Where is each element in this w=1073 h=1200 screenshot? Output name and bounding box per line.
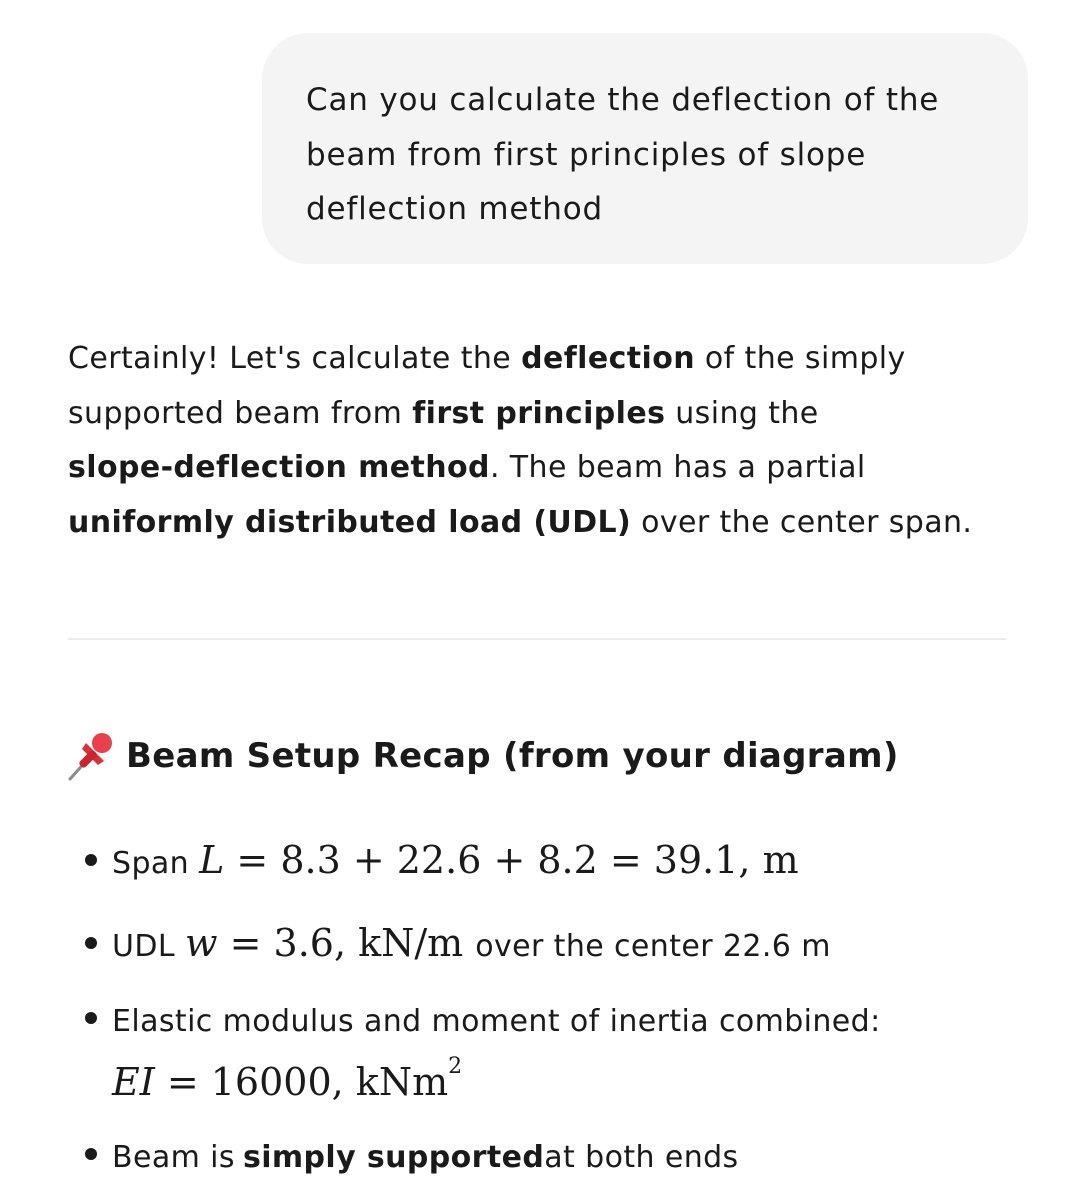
list-item-udl: UDL w = 3.6, kN/m over the center 22.6 m <box>85 921 831 965</box>
section-divider <box>68 638 1006 640</box>
list-item-support: Beam is simply supported at both ends <box>85 1140 739 1175</box>
ei-equation: EI = 16000, kNm$^2$ <box>112 1054 463 1104</box>
user-message-text: Can you calculate the deflection of the beam from first principles of slope deflection method <box>306 82 940 227</box>
user-message-bubble <box>262 33 1028 264</box>
section-heading: Beam Setup Recap (from your diagram) <box>64 728 899 784</box>
pushpin-icon <box>64 729 118 783</box>
list-item-span: Span L = 8.3 + 22.6 + 8.2 = 39.1, m <box>85 838 799 882</box>
list-item-ei: Elastic modulus and moment of inertia combined: <box>85 1004 881 1039</box>
assistant-intro: Certainly! Let's calculate the deflection of the simply supported beam from first principles using the slope-deflection method. The beam has a partial uniformly distributed load (UDL) over the center span. <box>68 341 973 540</box>
